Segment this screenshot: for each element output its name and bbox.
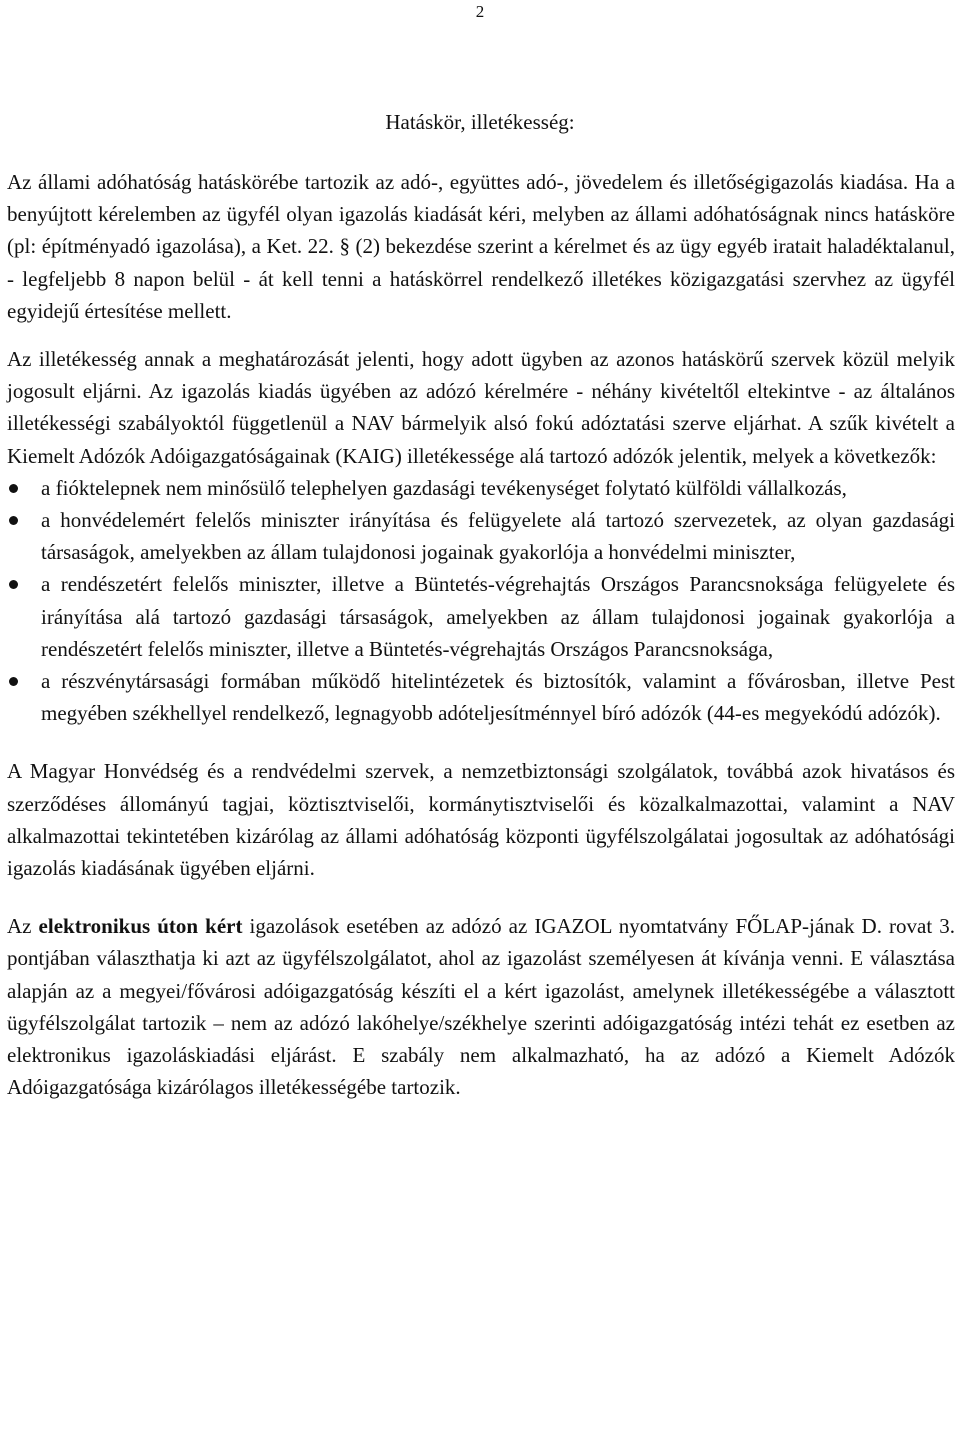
text-segment: igazolások esetében az adózó az IGAZOL nyomtatvány FŐLAP-jának D. rovat 3. pontjában választhatja ki azt az ügyfélszolgálatot, ahol az igazolást személyesen át kívánja venni. E választása alapján az a megyei/fővárosi adóigazgatóság készíti el a kért igazolást, amelynek illetékességébe a választott ügyfélszolgálat tartozik – nem az adózó lakóhelye/székhelye szerinti adóigazgatóság intézi tehát ez esetben az elektronikus igazoláskiadási eljárást. E szabály nem alkalmazható, ha az adózó a Kiemelt Adózók Adóigazgatósága kizárólagos illetékességébe tartozik. xyxy=(7,914,955,1100)
list-item: a fióktelepnek nem minősülő telephelyen gazdasági tevékenységet folytató külföldi vállalkozás, xyxy=(7,472,955,504)
paragraph-authority: Az állami adóhatóság hatáskörébe tartozik az adó-, együttes adó-, jövedelem és illetőségigazolás kiadása. Ha a benyújtott kérelemben az ügyfél olyan igazolás kiadását kéri, melyben az állami adóhatóságnak nincs hatásköre (pl: építményadó igazolása), a Ket. 22. § (2) bekezdése szerint a kérelmet és az ügy egyéb iratait haladéktalanul, - legfeljebb 8 napon belül - át kell tenni a hatáskörrel rendelkező illetékes közigazgatási szervhez az ügyfél egyidejű értesítése mellett. xyxy=(7,170,955,323)
paragraph-central-service: A Magyar Honvédség és a rendvédelmi szervek, a nemzetbiztonsági szolgálatok, továbbá azok hivatásos és szerződéses állományú tagjai, köztisztviselői, kormánytisztviselői és közalkalmazottai, valamint a NAV alkalmazottai tekintetében kizárólag az állami adóhatóság központi ügyfélszolgálatai jogosultak az adóhatósági igazolás kiadásának ügyében eljárni. xyxy=(7,759,955,881)
emphasis-text: elektronikus úton kért xyxy=(38,914,243,939)
page-number: 2 xyxy=(475,2,485,21)
exception-list xyxy=(7,472,955,730)
paragraph-electronic-request xyxy=(7,910,955,1103)
text-segment: Az xyxy=(7,914,39,939)
document-body xyxy=(7,166,955,1103)
list-item: a honvédelemért felelős miniszter irányítása és felügyelete alá tartozó szervezetek, az olyan gazdasági társaságok, amelyekben az állam tulajdonosi jogainak gyakorlója a honvédelmi miniszter, xyxy=(7,504,955,568)
list-item: a rendészetért felelős miniszter, illetve a Büntetés-végrehajtás Országos Parancsnoksága felügyelete és irányítása alá tartozó gazdasági társaságok, amelyekben az állam tulajdonosi jogainak gyakorlója a rendészetért felelős miniszter, illetve a Büntetés-végrehajtás Országos Parancsnoksága, xyxy=(7,568,955,665)
section-heading: Hatáskör, illetékesség: xyxy=(385,110,575,134)
list-item: a részvénytársasági formában működő hitelintézetek és biztosítók, valamint a fővárosban, illetve Pest megyében székhellyel rendelkező, legnagyobb adóteljesítménnyel bíró adózók (44-es megyekódú adózók). xyxy=(7,665,955,729)
paragraph-jurisdiction: Az illetékesség annak a meghatározását jelenti, hogy adott ügyben az azonos hatáskörű szervek közül melyik jogosult eljárni. Az igazolás kiadás ügyében az adózó kérelmére - néhány kivételtől eltekintve - az általános illetékességi szabályoktól függetlenül a NAV bármelyik alsó fokú adóztatási szerve eljárhat. A szűk kivételt a Kiemelt Adózók Adóigazgatóságainak (KAIG) illetékessége alá tartozó adózók jelentik, melyek a következők: xyxy=(7,347,955,468)
